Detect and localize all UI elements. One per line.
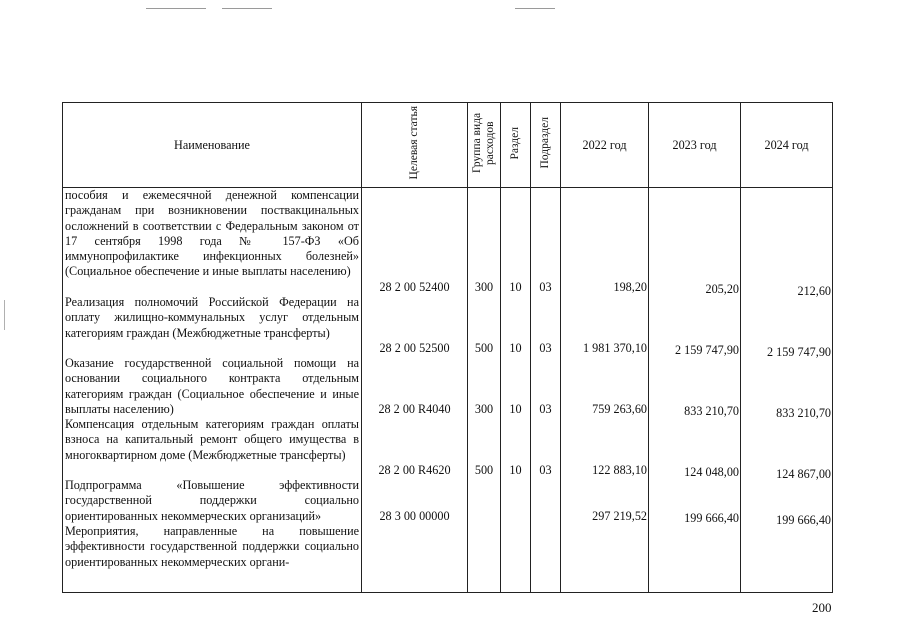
row-target: 28 2 00 R4620 [378,463,451,478]
row-name: Мероприятия, направленные на повышение эффективности государственной поддержки социально ориентированных некоммерческих органи- [65,524,359,569]
section-column [501,188,531,593]
header-target: Целевая статья [362,103,468,188]
row-subsection: 03 [539,341,552,356]
row-y2022: 122 883,10 [592,463,647,478]
row-name: Компенсация отдельным категориям граждан оплаты взноса на капитальный ремонт общего имущества в многоквартирном доме (Межбюджетные трансферты) [65,417,359,462]
row-section: 10 [509,402,522,417]
table-header-row [63,103,833,188]
y2023-column [649,188,741,593]
row-name: пособия и ежемесячной денежной компенсации гражданам при возникновении поствакцинальных осложнений в соответствии с Федеральным законом от 17 сентября 1998 года № 157-ФЗ «Об иммунопрофилактике инфекционных болезней» (Социальное обеспечение и иные выплаты населению) [65,188,359,279]
row-y2024: 199 666,40 [776,513,831,528]
row-section: 10 [509,341,522,356]
row-section: 10 [509,463,522,478]
row-name: Реализация полномочий Российской Федерации на оплату жилищно-коммунальных услуг отдельным категориям граждан (Межбюджетные трансферты) [65,295,359,340]
row-y2024: 124 867,00 [776,467,831,482]
row-target: 28 2 00 52400 [379,280,450,295]
header-2023: 2023 год [649,103,741,188]
row-y2024: 212,60 [797,284,831,299]
scan-artifact-line [146,8,206,9]
target-column [362,188,468,593]
header-subsection: Подраздел [531,103,561,188]
header-section: Раздел [501,103,531,188]
row-target: 28 2 00 52500 [379,341,450,356]
row-y2023: 199 666,40 [684,511,739,526]
y2024-column [741,188,833,593]
row-y2023: 833 210,70 [684,404,739,419]
row-subsection: 03 [539,463,552,478]
header-2024: 2024 год [741,103,833,188]
row-group: 300 [474,280,494,295]
scan-artifact-mark [4,300,5,330]
row-y2023: 124 048,00 [684,465,739,480]
header-name: Наименование [63,103,362,188]
row-y2022: 198,20 [613,280,647,295]
row-y2023: 2 159 747,90 [675,343,739,358]
name-column [63,188,362,593]
y2022-column [561,188,649,593]
row-y2023: 205,20 [705,282,739,297]
row-group: 500 [474,463,494,478]
row-group: 300 [474,402,494,417]
row-y2024: 833 210,70 [776,406,831,421]
header-group: Группа вида расходов [468,103,501,188]
row-subsection: 03 [539,280,552,295]
row-target: 28 3 00 00000 [379,509,450,524]
scan-artifact-line [515,8,555,9]
row-group: 500 [474,341,494,356]
subsection-column [531,188,561,593]
row-target: 28 2 00 R4040 [378,402,451,417]
row-name: Оказание государственной социальной помощи на основании социального контракта отдельным категориям граждан (Социальное обеспечение и иные выплаты населению) [65,356,359,416]
row-name: Подпрограмма «Повышение эффективности государственной поддержки социально ориентированных некоммерческих организаций» [65,478,359,523]
scan-artifact-line [222,8,272,9]
row-y2022: 1 981 370,10 [583,341,647,356]
page-number: 200 [812,600,832,615]
header-2022: 2022 год [561,103,649,188]
row-y2022: 759 263,60 [592,402,647,417]
group-column [468,188,501,593]
row-y2024: 2 159 747,90 [767,345,831,360]
row-subsection: 03 [539,402,552,417]
row-section: 10 [509,280,522,295]
table-body [63,188,833,593]
budget-table [62,102,833,593]
row-y2022: 297 219,52 [592,509,647,524]
